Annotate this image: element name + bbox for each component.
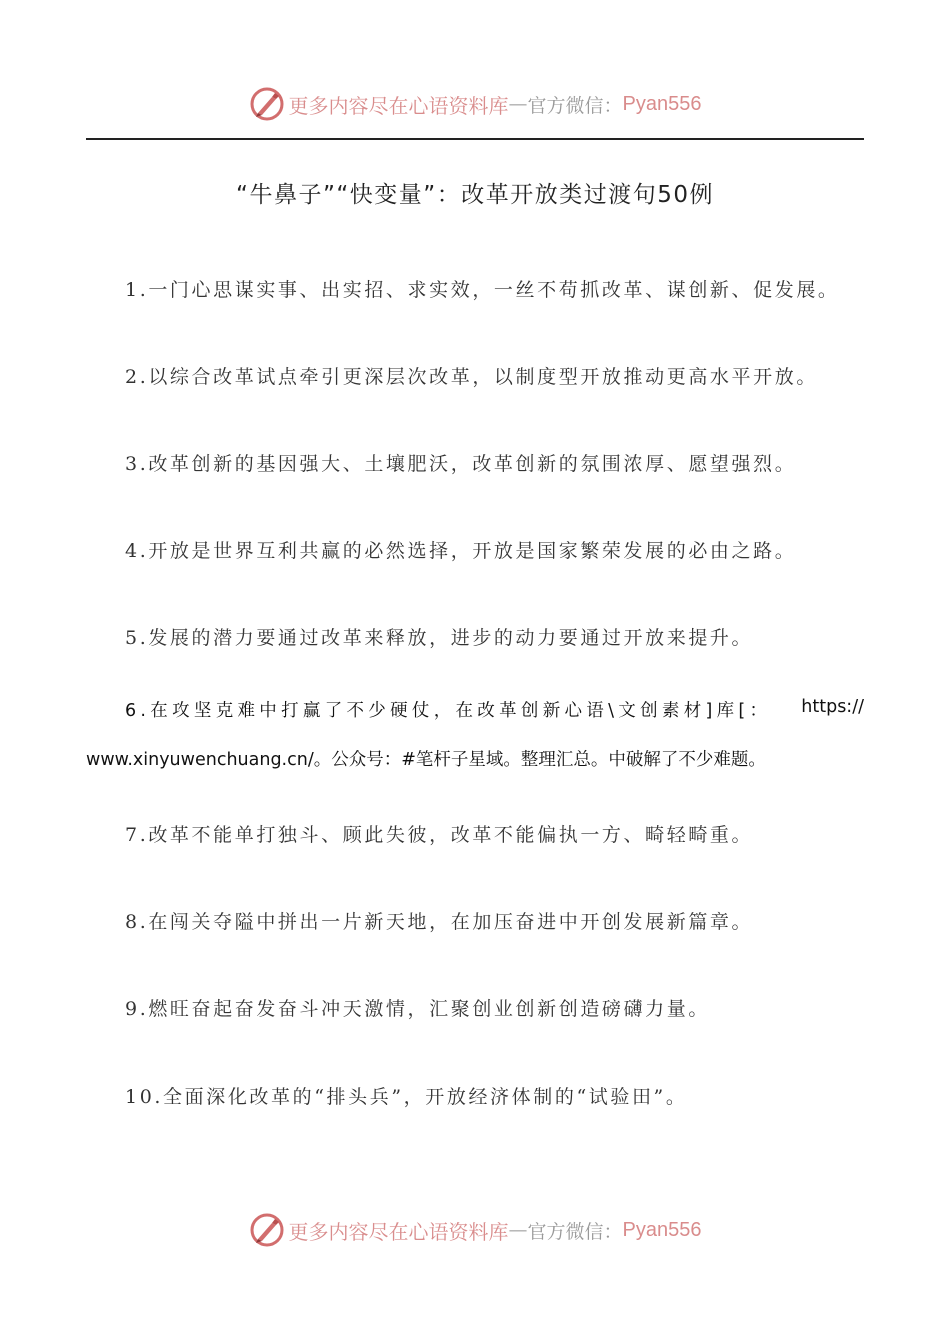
list-item: 7.改革不能单打独斗、顾此失彼，改革不能偏执一方、畸轻畸重。 (125, 824, 754, 846)
list-item: 4.开放是世界互利共赢的必然选择，开放是国家繁荣发展的必由之路。 (125, 540, 797, 562)
list-item: 2.以综合改革试点牵引更深层次改革，以制度型开放推动更高水平开放。 (125, 366, 818, 388)
list-item-6-line1 (86, 697, 864, 722)
header-banner (0, 84, 950, 124)
list-item-6-text: 6.在攻坚克难中打赢了不少硬仗，在改革创新心语\文创素材]库[： (125, 701, 772, 721)
banner-wechat-id: Pyan556 (622, 92, 702, 115)
list-item: 3.改革创新的基因强大、土壤肥沃，改革创新的氛围浓厚、愿望强烈。 (125, 453, 797, 475)
list-item-6-url: https:// (801, 697, 864, 717)
page-title: “牛鼻子”“快变量”：改革开放类过渡句50例 (236, 182, 714, 208)
header-divider (86, 138, 864, 140)
list-item: 1.一门心思谋实事、出实招、求实效，一丝不苟抓改革、谋创新、促发展。 (125, 279, 840, 301)
banner-official-label: 官方微信： (527, 94, 623, 117)
list-item: 10.全面深化改革的“排头兵”，开放经济体制的“试验田”。 (125, 1086, 688, 1108)
list-item: 8.在闯关夺隘中拼出一片新天地，在加压奋进中开创发展新篇章。 (125, 911, 754, 933)
list-item: 9.燃旺奋起奋发奋斗冲天激情，汇聚创业创新创造磅礴力量。 (125, 998, 710, 1020)
footer-banner (0, 1210, 950, 1250)
banner-dash: — (508, 1219, 528, 1241)
pen-nib-logo-icon (249, 86, 285, 122)
banner-dash: — (508, 93, 528, 115)
banner-wechat-id: Pyan556 (622, 1218, 702, 1241)
banner-main-text: 更多内容尽在心语资料库 (288, 93, 509, 118)
list-item-6-line2: www.xinyuwenchuang.cn/。公众号：#笔杆子星域。整理汇总。中破解了不少难题。 (86, 750, 766, 770)
banner-official-label: 官方微信： (527, 1220, 623, 1243)
list-item: 5.发展的潜力要通过改革来释放，进步的动力要通过开放来提升。 (125, 627, 754, 649)
pen-nib-logo-icon (249, 1212, 285, 1248)
banner-main-text: 更多内容尽在心语资料库 (288, 1219, 509, 1244)
